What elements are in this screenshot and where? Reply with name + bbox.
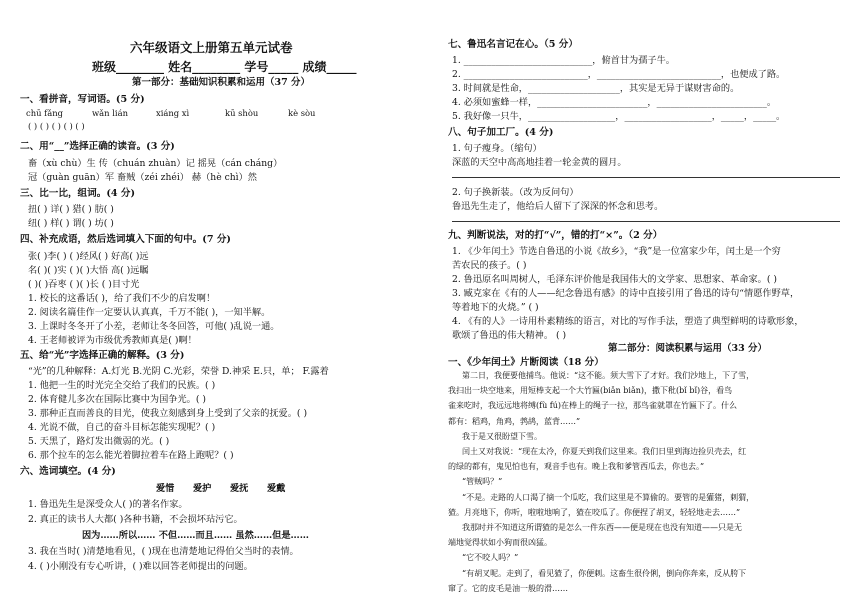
q7-item-1[interactable]: 1. ____________________________，俯首甘为孺子牛。 xyxy=(452,55,675,66)
q4-idiom-row-3[interactable]: ( )( )吞枣 ( )( )长 ( )目寸光 xyxy=(28,279,140,290)
q9-item-3a: 3. 臧克家在《有的人——纪念鲁迅有感》的诗中直接引用了鲁迅的诗句“情愿作野草， xyxy=(452,288,800,299)
q1-pinyin-3: xiáng xì xyxy=(156,108,190,118)
reading-heading: 一、《少年闰土》片断阅读（18 分） xyxy=(448,357,604,368)
q9-item-4b[interactable]: 歌颂了鲁迅的伟大精神。 ( ) xyxy=(452,330,567,341)
q4-sentence-2[interactable]: 2. 阅读名篇佳作一定要认认真真，千万不能( )，一知半解。 xyxy=(28,307,271,318)
q6-word-3: 爱抚 xyxy=(230,483,249,494)
q1-pinyin-1: chū fǎng xyxy=(26,108,63,118)
q2-heading: 二、用“__”选择正确的读音。(3 分) xyxy=(20,141,175,152)
q6-word-2: 爱护 xyxy=(193,483,212,494)
reading-line: 猹。月亮地下，你听，啦啦地响了，猹在咬瓜了。你便捏了胡叉，轻轻地走去……” xyxy=(448,507,741,517)
reading-line: 我扫出一块空地来，用短棒支起一个大竹匾(biǎn biǎn)，撒下秕(bǐ bǐ)谷，看鸟 xyxy=(448,386,733,396)
q2-row-2[interactable]: 冠（guàn guān）军 畜贼（zéi zhéi） 赫（hè chì）然 xyxy=(28,172,257,183)
q3-row-2[interactable]: 纽( ) 样( ) 谓( ) 坊( ) xyxy=(28,218,114,229)
q5-item-4[interactable]: 4. 光说不做，自己的奋斗目标怎能实现呢？( ) xyxy=(28,422,216,433)
reading-line: 我于是又很盼望下雪。 xyxy=(462,431,542,441)
q6-conjunctions: 因为……所以…… 不但……而且…… 虽然……但是…… xyxy=(82,530,309,541)
q1-heading: 一、看拼音，写词语。(5 分) xyxy=(20,94,145,105)
reading-line: 都有：稻鸡，角鸡，鹁鸪，蓝背……” xyxy=(448,416,581,426)
q3-row-1[interactable]: 扭( ) 详( ) 猎( ) 肪( ) xyxy=(28,204,114,215)
q9-heading: 九、判断说法，对的打“√”，错的打“×”。（2 分） xyxy=(448,230,663,241)
reading-line: 雀来吃时，我远远地将缚(fù fú)在棒上的绳子一拉，那鸟雀就罩在竹匾下了。什么 xyxy=(448,401,738,411)
reading-line: 第二日，我便要他捕鸟。他说：“这不能。须大雪下了才好。我们沙地上，下了雪， xyxy=(462,371,755,380)
part2-heading: 第二部分：阅读积累与运用（33 分） xyxy=(608,343,768,354)
q5-heading: 五、给“光”字选择正确的解释。(3 分) xyxy=(20,350,185,361)
q5-item-3[interactable]: 3. 那种正直而善良的目光，使我立刻感到身上受到了父亲的抚爱。( ) xyxy=(28,408,308,419)
q5-options: “光”的几种解释：A.灯光 B.光阴 C.光彩，荣誉 D.神采 E.只，单； F.露着 xyxy=(28,366,329,377)
q8-answer-line-1[interactable] xyxy=(452,177,840,178)
q4-idiom-row-2[interactable]: 名( )( )实 ( )( )大悟 高( )远瞩 xyxy=(28,265,149,276)
q5-item-2[interactable]: 2. 体育健儿多次在国际比赛中为国争光。( ) xyxy=(28,394,206,405)
q4-sentence-1[interactable]: 1. 校长的这番话( )，给了我们不少的启发啊！ xyxy=(28,293,216,304)
q4-sentence-4[interactable]: 4. 王老师被评为市级优秀教师真是( )啊！ xyxy=(28,335,197,346)
q4-heading: 四、补充成语，然后选词填入下面的句中。(7 分) xyxy=(20,234,231,245)
q1-pinyin-2: wǎn lián xyxy=(92,108,128,118)
q9-item-1a: 1. 《少年闰土》节选自鲁迅的小说《故乡》，“我”是一位富家少年，闰土是一个穷 xyxy=(452,246,781,257)
q7-item-5[interactable]: 5. 我好像一只牛，___________________，___________________，_____，_____。 xyxy=(452,111,786,122)
q8-sentence-1: 深蓝的天空中高高地挂着一轮金黄的圆月。 xyxy=(452,157,627,168)
q6-sentence-2[interactable]: 2. 真正的读书人大都( )各种书籍，不会损坏玷污它。 xyxy=(28,514,243,525)
q6-sentence-1[interactable]: 1. 鲁迅先生是深受众人( )的著名作家。 xyxy=(28,499,188,510)
q7-heading: 七、鲁迅名言记在心。（5 分） xyxy=(448,39,578,50)
q8-task-2: 2. 句子换新装。（改为反问句） xyxy=(452,187,579,198)
reading-line: “有胡叉呢。走到了，看见猹了，你便刺。这畜生很伶俐，倒向你奔来，反从胯下 xyxy=(462,568,747,578)
reading-line: 闰土又对我说：“现在太冷，你夏天到我们这里来。我们日里到海边捡贝壳去，红 xyxy=(462,447,747,456)
q3-heading: 三、比一比，组词。(4 分) xyxy=(20,188,136,199)
reading-line: “管贼吗？” xyxy=(462,477,503,487)
reading-line: 的绿的都有，鬼见怕也有，观音手也有。晚上我和爹管西瓜去，你也去。” xyxy=(448,462,705,472)
q7-item-2[interactable]: 2. ___________________________，___________________________，也便成了路。 xyxy=(452,69,786,80)
q1-pinyin-5: kè sòu xyxy=(288,108,316,118)
q9-item-4a: 4. 《有的人》一诗用朴素精练的语言，对比的写作手法，塑造了典型鲜明的诗歌形象， xyxy=(452,316,804,327)
q7-item-3[interactable]: 3. 时间就是性命，____________________，其实是无异于谋财害命的。 xyxy=(452,83,740,94)
q9-item-3b[interactable]: 等着地下的火烧。” ( ) xyxy=(452,302,539,313)
q8-heading: 八、句子加工厂。(4 分) xyxy=(448,127,554,138)
q7-item-4[interactable]: 4. 必须如蜜蜂一样，________________________，________________________。 xyxy=(452,97,777,108)
part1-heading: 第一部分：基础知识积累和运用（37 分） xyxy=(132,77,311,88)
reading-line: 端地觉得状如小狗而很凶猛。 xyxy=(448,538,552,548)
q9-item-1b[interactable]: 苦农民的孩子。( ) xyxy=(452,260,527,271)
student-info-line: 班级________ 姓名________ 学号_____ 成绩_____ xyxy=(92,60,357,74)
exam-title: 六年级语文上册第五单元试卷 xyxy=(130,40,293,55)
q6-sentence-4[interactable]: 4. ( )小刚没有专心听讲，( )难以回答老师提出的问题。 xyxy=(28,561,253,572)
q5-item-5[interactable]: 5. 天黑了，路灯发出微弱的光。( ) xyxy=(28,436,170,447)
q5-item-6[interactable]: 6. 那个拉车的怎么能光着脚拉着车在路上跑呢？( ) xyxy=(28,450,234,461)
q1-pinyin-4: kū shòu xyxy=(225,108,259,118)
q8-answer-line-2[interactable] xyxy=(452,221,840,222)
q8-task-1: 1. 句子瘦身。（缩句） xyxy=(452,143,542,154)
reading-line: “它不咬人吗？” xyxy=(462,553,519,563)
reading-line: 我那时并不知道这所谓猹的是怎么一件东西——便是现在也没有知道——只是无 xyxy=(462,523,742,532)
q6-sentence-3[interactable]: 3. 我在当时( )清楚地看见，( )现在也清楚地记得伯父当时的表情。 xyxy=(28,546,299,557)
q6-heading: 六、选词填空。(4 分) xyxy=(20,466,116,477)
reading-line: 窜了。它的皮毛是油一般的滑…… xyxy=(448,583,568,593)
q4-idiom-row-1[interactable]: 张( )李( ) ( )经风( ) 好高( )远 xyxy=(28,251,149,262)
q6-word-1: 爱惜 xyxy=(156,483,175,494)
q2-row-1[interactable]: 畜（xù chù）生 传（chuán zhuàn）记 摇晃（cán cháng） xyxy=(28,158,283,169)
q5-item-1[interactable]: 1. 他把一生的时光完全交给了我们的民族。( ) xyxy=(28,380,216,391)
q6-word-4: 爱戴 xyxy=(267,483,286,494)
q1-blanks[interactable]: ( ) ( ) ( ) ( ) ( ) xyxy=(28,121,85,131)
q9-item-2[interactable]: 2. 鲁迅原名叫周树人，毛泽东评价他是我国伟大的文学家、思想家、革命家。( ) xyxy=(452,274,777,285)
q8-sentence-2: 鲁迅先生走了，他给后人留下了深深的怀念和思考。 xyxy=(452,201,664,212)
reading-line: “不是。走路的人口渴了摘一个瓜吃，我们这里是不算偷的。要管的是獾猪，刺猬， xyxy=(462,492,755,502)
q4-sentence-3[interactable]: 3. 上课时冬冬开了小差，老师让冬冬回答，可他( )乱说一通。 xyxy=(28,321,280,332)
